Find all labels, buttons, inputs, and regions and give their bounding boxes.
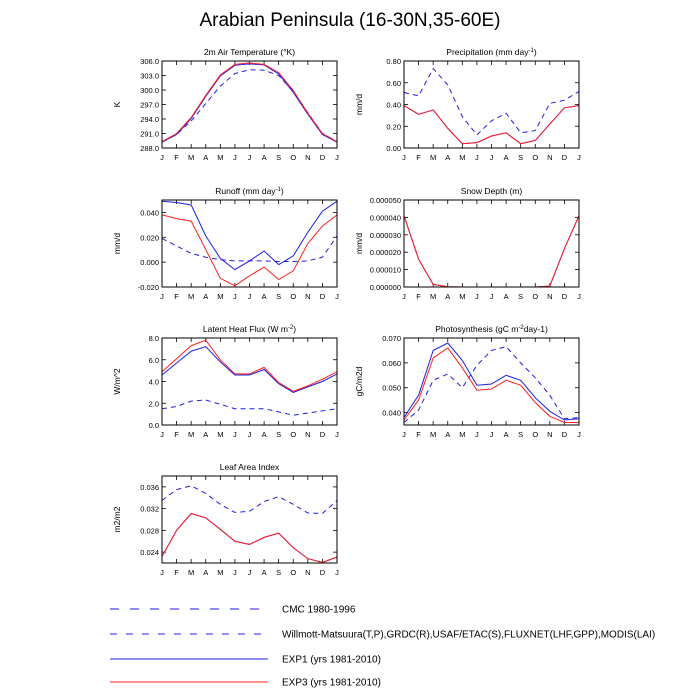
panel-title: Precipitation (mm day$^{-1}$): [446, 47, 537, 57]
x-tick-label: F: [174, 430, 179, 439]
x-tick-label: J: [475, 430, 479, 439]
x-tick-label: J: [233, 153, 237, 162]
x-tick-label: J: [335, 292, 339, 301]
y-tick-label: 300.0: [140, 86, 159, 95]
x-tick-label: J: [402, 292, 406, 301]
chart-panel-6: [112, 462, 339, 577]
chart-panel-5: [354, 324, 581, 439]
x-tick-label: A: [445, 153, 451, 162]
y-axis-label: K: [112, 101, 122, 108]
x-tick-label: M: [188, 568, 195, 577]
series-line-exp1: [162, 64, 337, 142]
y-tick-label: 306.0: [140, 57, 159, 66]
x-tick-label: O: [290, 430, 297, 439]
x-tick-label: F: [174, 292, 179, 301]
series-line-exp1: [404, 106, 579, 144]
y-tick-label: 0.040: [382, 408, 401, 418]
chart-panel-4: [112, 324, 339, 439]
series-line-exp1: [404, 343, 579, 420]
series-line-obs: [162, 400, 337, 415]
x-tick-label: J: [335, 153, 339, 162]
panel-title: Photosynthesis (gC $m^{-2}day-1$): [435, 324, 548, 334]
x-tick-label: M: [459, 153, 466, 162]
panel-title: Leaf Area Index: [219, 462, 280, 472]
y-tick-label: 2.0: [148, 399, 159, 409]
x-tick-label: M: [217, 292, 224, 301]
y-tick-label: 0.00: [386, 144, 401, 153]
x-tick-label: J: [247, 430, 252, 439]
x-tick-label: A: [203, 430, 209, 439]
plot-frame: [162, 200, 337, 287]
series-line-exp1: [162, 347, 337, 393]
x-tick-label: J: [233, 430, 237, 439]
y-tick-label: 0.024: [140, 548, 159, 558]
x-tick-label: M: [217, 568, 224, 577]
x-tick-label: D: [319, 292, 326, 301]
y-tick-label: 0.40: [386, 100, 401, 110]
y-tick-label: 0.028: [140, 526, 159, 536]
x-tick-label: S: [276, 568, 282, 577]
y-tick-label: 0.036: [140, 482, 159, 492]
chart-panel-1: [354, 47, 581, 162]
x-tick-label: S: [276, 153, 282, 162]
x-tick-label: M: [430, 430, 437, 439]
x-tick-label: J: [160, 568, 164, 577]
x-tick-label: M: [188, 292, 195, 301]
series-line-exp3: [162, 63, 337, 142]
series-line-exp3: [162, 215, 337, 286]
legend-label: EXP1 (yrs 1981-2010): [282, 654, 381, 666]
x-tick-label: S: [518, 430, 524, 439]
x-tick-label: A: [445, 430, 451, 439]
y-tick-label: 0.000: [140, 258, 159, 268]
x-tick-label: N: [547, 153, 553, 162]
legend: [110, 605, 655, 689]
x-tick-label: A: [503, 430, 509, 439]
x-tick-label: M: [459, 430, 466, 439]
x-tick-label: J: [160, 430, 164, 439]
y-tick-label: 0.050: [382, 383, 401, 393]
y-tick-label: -0.020: [137, 283, 159, 292]
y-tick-label: 6.0: [148, 355, 159, 365]
x-tick-label: J: [577, 430, 581, 439]
x-tick-label: J: [402, 430, 406, 439]
x-tick-label: F: [416, 430, 421, 439]
y-tick-label: 0.020: [140, 233, 159, 243]
chart-panel-0: [112, 47, 339, 162]
y-tick-label: 0.60: [386, 78, 401, 88]
x-tick-label: N: [547, 430, 553, 439]
y-axis-label: W/m^2: [112, 368, 122, 395]
plot-frame: [162, 476, 337, 563]
x-tick-label: J: [233, 568, 237, 577]
y-tick-label: 0.000030: [369, 230, 401, 240]
x-tick-label: S: [518, 153, 524, 162]
y-tick-label: 8.0: [148, 334, 159, 343]
x-tick-label: J: [577, 153, 581, 162]
x-tick-label: A: [503, 153, 509, 162]
series-line-exp1: [162, 201, 337, 269]
x-tick-label: J: [247, 153, 252, 162]
legend-label: Willmott-Matsuura(T,P),GRDC(R),USAF/ETAC(S),FLUXNET(LHF,GPP),MODIS(LAI): [282, 629, 656, 641]
legend-label: EXP3 (yrs 1981-2010): [282, 677, 381, 689]
x-tick-label: J: [335, 568, 339, 577]
x-tick-label: D: [561, 430, 568, 439]
x-tick-label: F: [416, 292, 421, 301]
x-tick-label: A: [203, 153, 209, 162]
x-tick-label: O: [532, 153, 539, 162]
x-tick-label: N: [547, 292, 553, 301]
y-axis-label: mm/d: [354, 93, 364, 116]
page-title: Arabian Peninsula (16-30N,35-60E): [199, 10, 501, 31]
x-tick-label: A: [503, 292, 509, 301]
x-tick-label: J: [233, 292, 237, 301]
y-tick-label: 0.000040: [369, 213, 401, 223]
y-tick-label: 0.000050: [369, 196, 401, 205]
x-tick-label: N: [305, 568, 311, 577]
x-tick-label: O: [290, 292, 297, 301]
y-tick-label: 0.060: [382, 358, 401, 368]
x-tick-label: A: [445, 292, 451, 301]
y-tick-label: 294.0: [140, 115, 159, 124]
series-line-obs: [404, 69, 579, 135]
plot-frame: [404, 200, 579, 287]
series-line-obs: [162, 70, 337, 142]
x-tick-label: S: [276, 292, 282, 301]
x-tick-label: A: [203, 292, 209, 301]
x-tick-label: M: [430, 292, 437, 301]
series-line-exp3: [162, 340, 337, 391]
y-tick-label: 0.20: [386, 122, 401, 132]
panel-title: Runoff (mm day$^{-1}$): [215, 186, 284, 196]
y-tick-label: 0.070: [382, 334, 401, 343]
y-tick-label: 288.0: [140, 144, 159, 153]
x-tick-label: A: [261, 568, 267, 577]
x-tick-label: D: [319, 153, 326, 162]
y-tick-label: 4.0: [148, 377, 159, 387]
chart-panel-2: [112, 186, 339, 301]
x-tick-label: O: [290, 568, 297, 577]
x-tick-label: M: [217, 430, 224, 439]
legend-label: CMC 1980-1996: [282, 604, 356, 616]
x-tick-label: J: [489, 292, 494, 301]
y-tick-label: 0.040: [140, 208, 159, 218]
x-tick-label: J: [475, 153, 479, 162]
x-tick-label: J: [335, 430, 339, 439]
x-tick-label: F: [174, 568, 179, 577]
y-tick-label: 303.0: [140, 71, 159, 81]
y-tick-label: 0.000010: [369, 265, 401, 275]
x-tick-label: S: [276, 430, 282, 439]
chart-panel-3: [354, 186, 581, 301]
y-axis-label: m2/m2: [112, 506, 122, 533]
y-tick-label: 0.80: [386, 57, 401, 66]
y-tick-label: 0.000000: [369, 283, 401, 292]
x-tick-label: N: [305, 292, 311, 301]
x-tick-label: F: [174, 153, 179, 162]
x-tick-label: J: [160, 292, 164, 301]
series-line-exp1: [162, 514, 337, 563]
x-tick-label: J: [489, 430, 494, 439]
series-line-exp3: [162, 514, 337, 563]
x-tick-label: A: [261, 153, 267, 162]
series-line-exp1: [404, 216, 579, 287]
x-tick-label: J: [247, 292, 252, 301]
x-tick-label: M: [188, 153, 195, 162]
series-line-obs: [162, 486, 337, 514]
x-tick-label: O: [290, 153, 297, 162]
x-tick-label: J: [160, 153, 164, 162]
y-axis-label: gC/m2d: [354, 366, 364, 397]
x-tick-label: J: [475, 292, 479, 301]
x-tick-label: N: [305, 430, 311, 439]
x-tick-label: D: [319, 568, 326, 577]
series-line-exp3: [404, 216, 579, 287]
y-axis-label: mm/d: [112, 232, 122, 255]
x-tick-label: M: [217, 153, 224, 162]
x-tick-label: J: [247, 568, 252, 577]
plot-frame: [162, 338, 337, 425]
x-tick-label: O: [532, 430, 539, 439]
x-tick-label: J: [577, 292, 581, 301]
plot-frame: [162, 61, 337, 148]
x-tick-label: D: [561, 153, 568, 162]
x-tick-label: A: [203, 568, 209, 577]
panel-title: Latent Heat Flux (W $m^{-2}$): [202, 324, 297, 334]
x-tick-label: M: [430, 153, 437, 162]
x-tick-label: N: [305, 153, 311, 162]
y-tick-label: 0.032: [140, 504, 159, 514]
x-tick-label: J: [489, 153, 494, 162]
y-tick-label: 297.0: [140, 100, 159, 110]
x-tick-label: A: [261, 430, 267, 439]
x-tick-label: O: [532, 292, 539, 301]
x-tick-label: M: [188, 430, 195, 439]
y-tick-label: 0.000020: [369, 248, 401, 258]
x-tick-label: S: [518, 292, 524, 301]
x-tick-label: M: [459, 292, 466, 301]
x-tick-label: A: [261, 292, 267, 301]
y-tick-label: 0.0: [148, 421, 159, 430]
panel-title: 2m Air Temperature (°K): [203, 47, 296, 57]
y-tick-label: 291.0: [140, 129, 159, 139]
x-tick-label: J: [402, 153, 406, 162]
x-tick-label: F: [416, 153, 421, 162]
x-tick-label: D: [561, 292, 568, 301]
y-axis-label: mm/d: [354, 232, 364, 255]
x-tick-label: D: [319, 430, 326, 439]
series-line-exp3: [404, 106, 579, 144]
panel-title: Snow Depth (m): [460, 186, 523, 196]
